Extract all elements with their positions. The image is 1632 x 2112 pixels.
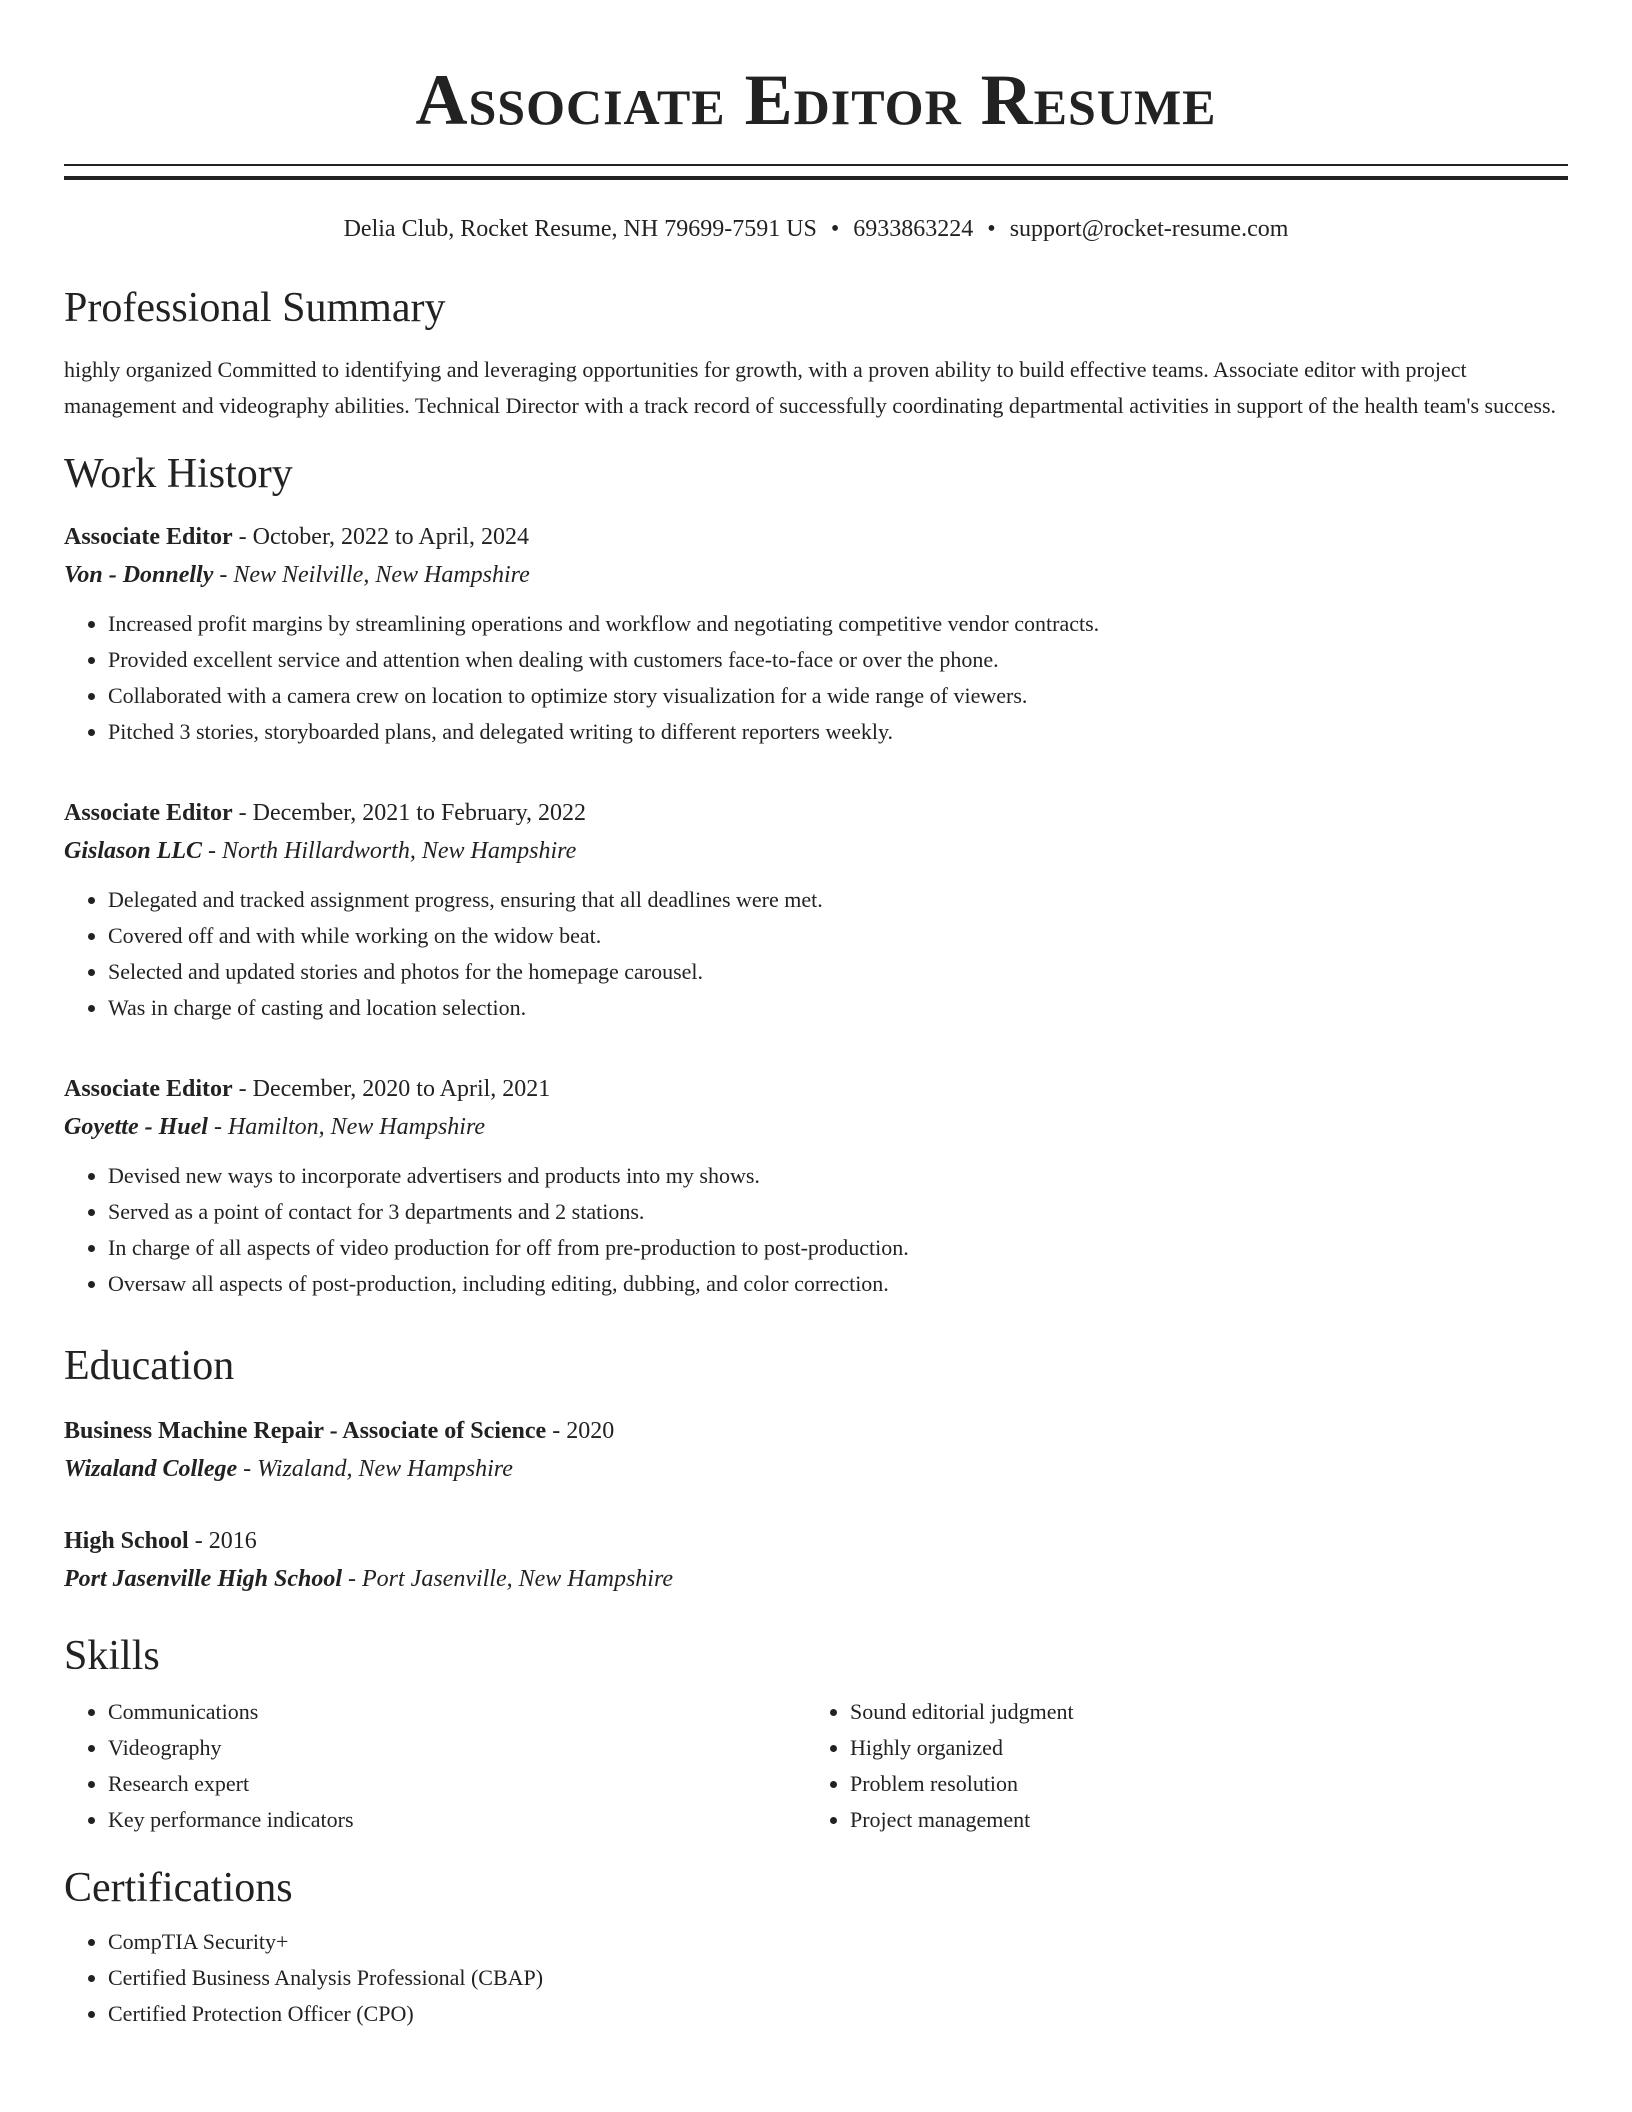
job-bullet: • Selected and updated stories and photos for the homepage carousel. [108,954,1568,990]
job-bullets [64,606,1568,750]
job-location: - Hamilton, New Hampshire [207,1114,486,1140]
job-dates: - October, 2022 to April, 2024 [232,524,529,550]
summary-text: highly organized Committed to identifying and leveraging opportunities for growth, with a proven ability to build effective teams. Associate editor with project management and videography abilities. Technical Director with a track record of successfully coordinating departmental activities in support of the health team's success. [64,357,1557,418]
certification-item: • Certified Business Analysis Professional (CBAP) [108,1960,1568,1996]
education-year: - 2016 [188,1528,257,1554]
job-bullet: • Was in charge of casting and location selection. [108,990,1568,1026]
skills-grid [64,1694,1568,1838]
contact-separator: • [830,216,840,242]
skill-item: • Sound editorial judgment [850,1694,1548,1730]
resume-title: Associate Editor Resume [415,60,1217,140]
contact-phone: 6933863224 [853,216,974,242]
education-year: - 2020 [546,1418,615,1444]
certification-item: • CompTIA Security+ [108,1924,1568,1960]
job-header [64,1070,1568,1108]
job-company: Gislason LLC [64,838,203,864]
skill-item: • Communications [108,1694,806,1730]
job-dates: - December, 2020 to April, 2021 [232,1076,551,1102]
job-title: Associate Editor [64,1076,233,1102]
job-bullet: • Served as a point of contact for 3 departments and 2 stations. [108,1194,1568,1230]
skills-heading: Skills [64,1633,160,1679]
skill-item: • Project management [850,1802,1548,1838]
contact-line [64,214,1568,244]
job-header [64,518,1568,556]
job-bullet: • Covered off and with while working on the widow beat. [108,918,1568,954]
skill-item: • Problem resolution [850,1766,1548,1802]
summary-heading: Professional Summary [64,285,446,331]
education-entry [64,1522,1568,1598]
job-title: Associate Editor [64,524,233,550]
education-degree: High School [64,1528,189,1554]
education-school: Wizaland College [64,1456,238,1482]
job-bullets [64,1158,1568,1302]
education-degree: Business Machine Repair - Associate of Science [64,1418,547,1444]
work-history-heading: Work History [64,451,293,497]
skill-item: • Highly organized [850,1730,1548,1766]
contact-address: Delia Club, Rocket Resume, NH 79699-7591 US [343,216,817,242]
education-location: - Port Jasenville, New Hampshire [342,1566,674,1592]
job-dates: - December, 2021 to February, 2022 [232,800,587,826]
certifications-list [64,1924,1568,2032]
job-company-line [64,832,1568,870]
job-entry [64,794,1568,1026]
job-bullet: • In charge of all aspects of video production for off from pre-production to post-production. [108,1230,1568,1266]
skill-item: • Research expert [108,1766,806,1802]
contact-email: support@rocket-resume.com [1009,216,1289,242]
job-bullet: • Collaborated with a camera crew on location to optimize story visualization for a wide range of viewers. [108,678,1568,714]
skill-item: • Videography [108,1730,806,1766]
skills-column-left [64,1694,806,1838]
skills-column-right [806,1694,1548,1838]
job-bullets [64,882,1568,1026]
job-company: Von - Donnelly [64,562,214,588]
skill-item: • Key performance indicators [108,1802,806,1838]
contact-separator: • [987,216,996,242]
job-company-line [64,1108,1568,1146]
education-school-line [64,1450,1568,1488]
resume-page [64,0,1568,2032]
education-location: - Wizaland, New Hampshire [237,1456,513,1482]
education-heading: Education [64,1343,235,1389]
job-bullet: • Pitched 3 stories, storyboarded plans, and delegated writing to different reporters weekly. [108,714,1568,750]
job-location: - New Neilville, New Hampshire [213,562,530,588]
job-company: Goyette - Huel [64,1114,208,1140]
education-entry [64,1412,1568,1488]
job-title: Associate Editor [64,800,233,826]
job-bullet: • Devised new ways to incorporate advertisers and products into my shows. [108,1158,1568,1194]
certifications-heading: Certifications [64,1865,293,1911]
job-bullet: • Delegated and tracked assignment progress, ensuring that all deadlines were met. [108,882,1568,918]
education-header [64,1522,1568,1560]
education-school: Port Jasenville High School [64,1566,343,1592]
job-entry [64,518,1568,750]
education-school-line [64,1560,1568,1598]
title-divider [64,164,1568,180]
job-bullet: • Provided excellent service and attention when dealing with customers face-to-face or over the phone. [108,642,1568,678]
job-bullet: • Oversaw all aspects of post-production, including editing, dubbing, and color correction. [108,1266,1568,1302]
education-header [64,1412,1568,1450]
certification-item: • Certified Protection Officer (CPO) [108,1996,1568,2032]
job-header [64,794,1568,832]
job-location: - North Hillardworth, New Hampshire [202,838,577,864]
job-company-line [64,556,1568,594]
job-bullet: • Increased profit margins by streamlining operations and workflow and negotiating competitive vendor contracts. [108,606,1568,642]
job-entry [64,1070,1568,1302]
